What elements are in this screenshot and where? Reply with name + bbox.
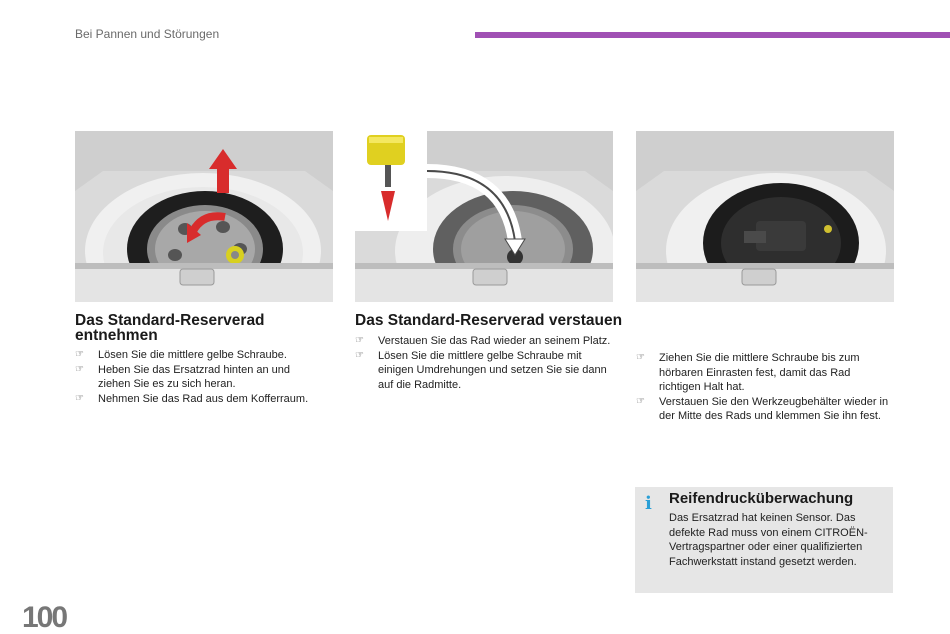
list-item [75, 392, 325, 407]
column-3-steps [636, 351, 892, 424]
pointing-hand-icon: ☞ [636, 395, 645, 407]
list-item [75, 348, 325, 363]
info-box [635, 487, 893, 593]
list-item [636, 395, 892, 424]
pointing-hand-icon: ☞ [75, 392, 84, 404]
section-header-title: Bei Pannen und Störungen [75, 27, 220, 41]
pointing-hand-icon: ☞ [355, 349, 364, 361]
list-item [75, 363, 325, 392]
pointing-hand-icon: ☞ [355, 335, 364, 346]
step-text: Verstauen Sie das Rad wieder an seinem Platz. [378, 335, 611, 347]
list-item [355, 334, 615, 349]
step-text: Heben Sie das Ersatzrad hinten an und ziehen Sie es zu sich heran. [98, 363, 291, 390]
column-1-steps [75, 348, 325, 406]
pointing-hand-icon: ☞ [636, 352, 645, 363]
step-text: Lösen Sie die mittlere gelbe Schraube. [98, 349, 287, 361]
column-2-steps [355, 334, 615, 392]
column-2-title: Das Standard-Reserverad verstauen [355, 312, 623, 329]
step-text: Ziehen Sie die mittlere Schraube bis zum hörbaren Einrasten fest, damit das Rad richtigen Halt hat. [659, 352, 860, 393]
illustration-spare-wheel-stow [355, 131, 613, 302]
step-text: Verstauen Sie den Werkzeugbehälter wieder in der Mitte des Rads und klemmen Sie ihn fest. [659, 395, 889, 422]
list-item [636, 351, 892, 395]
section-accent-bar [475, 32, 950, 38]
illustration-spare-wheel-remove [75, 131, 333, 302]
info-icon: i [645, 493, 652, 514]
pointing-hand-icon: ☞ [75, 349, 84, 360]
column-1-title: Das Standard-Reserverad entnehmen [75, 312, 265, 344]
step-text: Lösen Sie die mittlere gelbe Schraube mit einigen Umdrehungen und setzen Sie sie dann auf die Radmitte. [378, 349, 607, 391]
page-number: 100 [22, 601, 67, 634]
info-box-text: Das Ersatzrad hat keinen Sensor. Das defekte Rad muss von einem CITROËN-Vertragspartner oder einer qualifizierten Fachwerkstatt instand gesetzt werden. [669, 512, 868, 568]
illustration-tool-container [636, 131, 894, 302]
step-text: Nehmen Sie das Rad aus dem Kofferraum. [98, 392, 309, 405]
pointing-hand-icon: ☞ [75, 363, 84, 375]
info-box-title: Reifendrucküberwachung [669, 490, 854, 507]
list-item [355, 349, 615, 393]
